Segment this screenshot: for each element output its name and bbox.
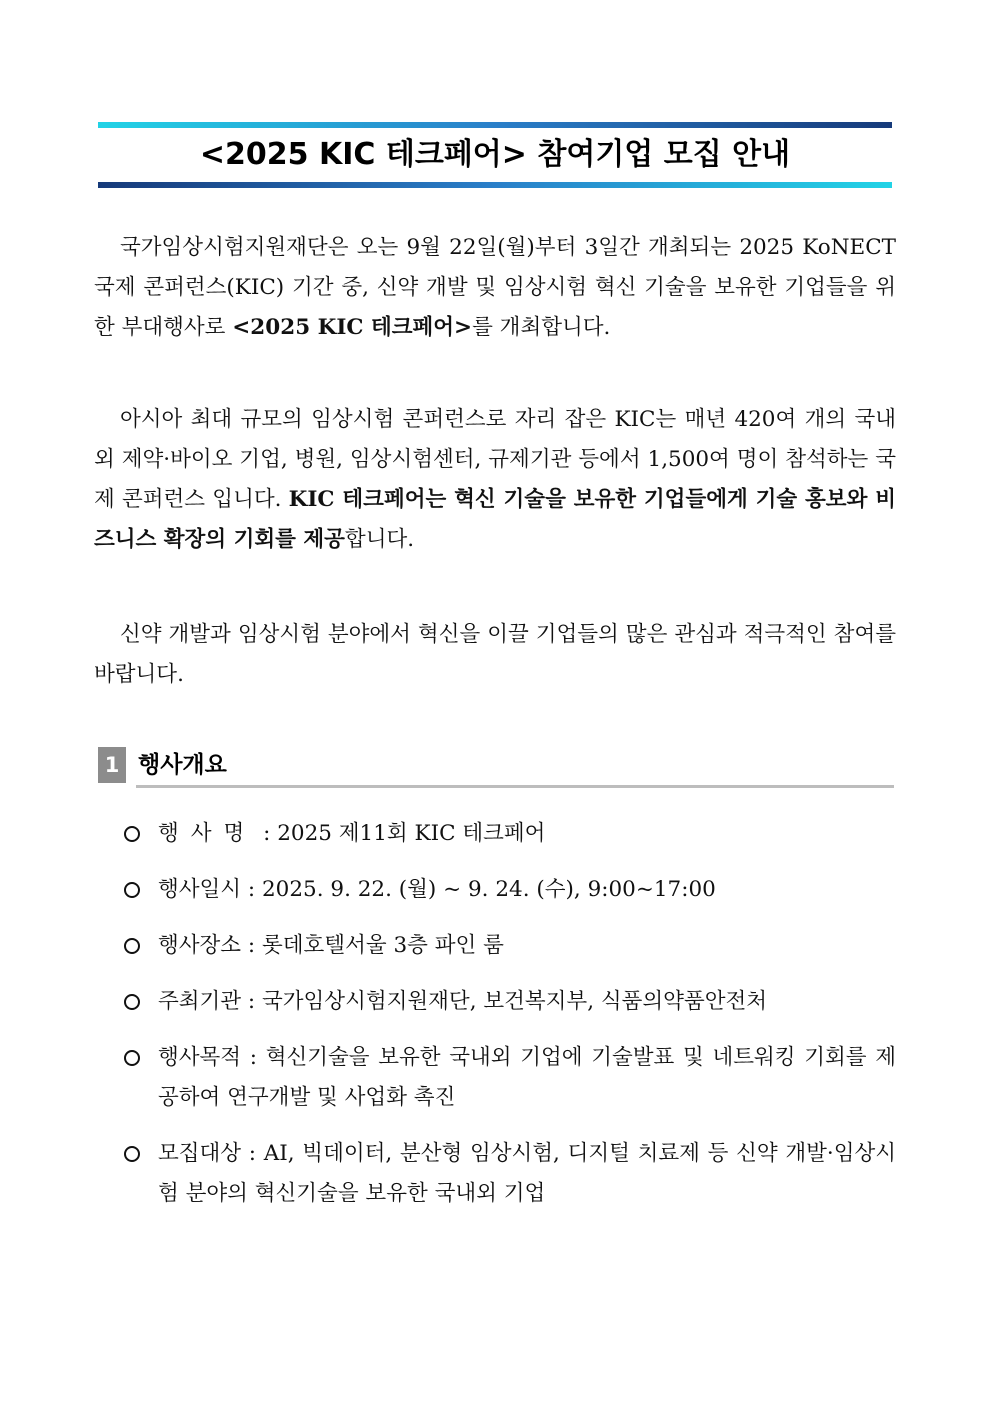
title-block bbox=[98, 122, 892, 188]
intro-p1-end: 를 개최합니다. bbox=[472, 315, 611, 340]
item-value: 2025 제11회 KIC 테크페어 bbox=[277, 821, 546, 846]
intro-p3-text: 신약 개발과 임상시험 분야에서 혁신을 이끌 기업들의 많은 관심과 적극적인 참여를 바랍니다. bbox=[94, 622, 896, 687]
item-separator: : bbox=[241, 1141, 264, 1166]
item-value: 국가임상시험지원재단, 보건복지부, 식품의약품안전처 bbox=[262, 989, 768, 1014]
item-separator: : bbox=[241, 989, 262, 1014]
section-title: 행사개요 bbox=[138, 752, 227, 778]
circle-bullet-icon bbox=[124, 826, 140, 842]
section-divider bbox=[136, 785, 894, 788]
item-value: AI, 빅데이터, 분산형 임상시험, 디지털 치료제 등 신약 개발·임상시험 분야의 혁신기술을 보유한 국내외 기업 bbox=[158, 1141, 896, 1206]
intro-p2-end: 합니다. bbox=[344, 527, 415, 552]
section-number: 1 bbox=[98, 747, 126, 783]
list-item-target bbox=[124, 1134, 896, 1214]
item-label: 행사일시 bbox=[158, 877, 242, 902]
list-item-event-venue bbox=[124, 926, 896, 966]
intro-paragraph-3 bbox=[94, 615, 896, 695]
circle-bullet-icon bbox=[124, 882, 140, 898]
intro-p2-text: 아시아 최대 규모의 임상시험 콘퍼런스로 자리 잡은 KIC는 매년 420여 개의 국내외 제약·바이오 기업, 병원, 임상시험센터, 규제기관 등에서 1,500여 명이 참석하는 국제 콘퍼런스 입니다. bbox=[94, 407, 896, 512]
circle-bullet-icon bbox=[124, 938, 140, 954]
circle-bullet-icon bbox=[124, 994, 140, 1010]
item-separator: : bbox=[256, 821, 278, 846]
item-value: 롯데호텔서울 3층 파인 룸 bbox=[262, 933, 504, 958]
list-item-body bbox=[158, 982, 896, 1022]
item-label: 행사장소 bbox=[158, 933, 242, 958]
list-item-purpose bbox=[124, 1038, 896, 1118]
intro-p1-text: 국가임상시험지원재단은 오는 9월 22일(월)부터 3일간 개최되는 2025 KoNECT 국제 콘퍼런스(KIC) 기간 중, 신약 개발 및 임상시험 혁신 기술을 보유한 기업들을 위한 부대행사로 bbox=[94, 235, 896, 340]
item-label: 행사목적 bbox=[158, 1045, 242, 1070]
item-separator: : bbox=[241, 1045, 266, 1070]
intro-p1-bold: <2025 KIC 테크페어> bbox=[232, 315, 473, 340]
title-top-bar bbox=[98, 122, 892, 128]
list-item-event-date bbox=[124, 870, 896, 910]
list-item-body bbox=[158, 1038, 896, 1118]
list-item-body bbox=[158, 814, 896, 854]
page-title: <2025 KIC 테크페어> 참여기업 모집 안내 bbox=[199, 137, 791, 172]
item-separator: : bbox=[241, 877, 262, 902]
list-item-event-name bbox=[124, 814, 896, 854]
circle-bullet-icon bbox=[124, 1050, 140, 1066]
title-bottom-bar bbox=[98, 182, 892, 188]
item-value: 2025. 9. 22. (월) ~ 9. 24. (수), 9:00~17:00 bbox=[262, 877, 716, 902]
item-label: 주최기관 bbox=[158, 989, 242, 1014]
item-label: 행사명 bbox=[158, 821, 257, 846]
intro-paragraph-1 bbox=[94, 228, 896, 348]
intro-paragraph-2 bbox=[94, 400, 896, 560]
item-value: 혁신기술을 보유한 국내외 기업에 기술발표 및 네트워킹 기회를 제공하여 연구개발 및 사업화 촉진 bbox=[158, 1045, 896, 1110]
section-header bbox=[98, 745, 894, 789]
list-item-body bbox=[158, 1134, 896, 1214]
item-separator: : bbox=[241, 933, 262, 958]
list-item-body bbox=[158, 870, 896, 910]
list-item-organizers bbox=[124, 982, 896, 1022]
list-item-body bbox=[158, 926, 896, 966]
item-label: 모집대상 bbox=[158, 1141, 242, 1166]
circle-bullet-icon bbox=[124, 1146, 140, 1162]
intro-p2-bold: KIC 테크페어는 혁신 기술을 보유한 기업들에게 기술 홍보와 비즈니스 확장의 기회를 제공 bbox=[94, 487, 896, 552]
